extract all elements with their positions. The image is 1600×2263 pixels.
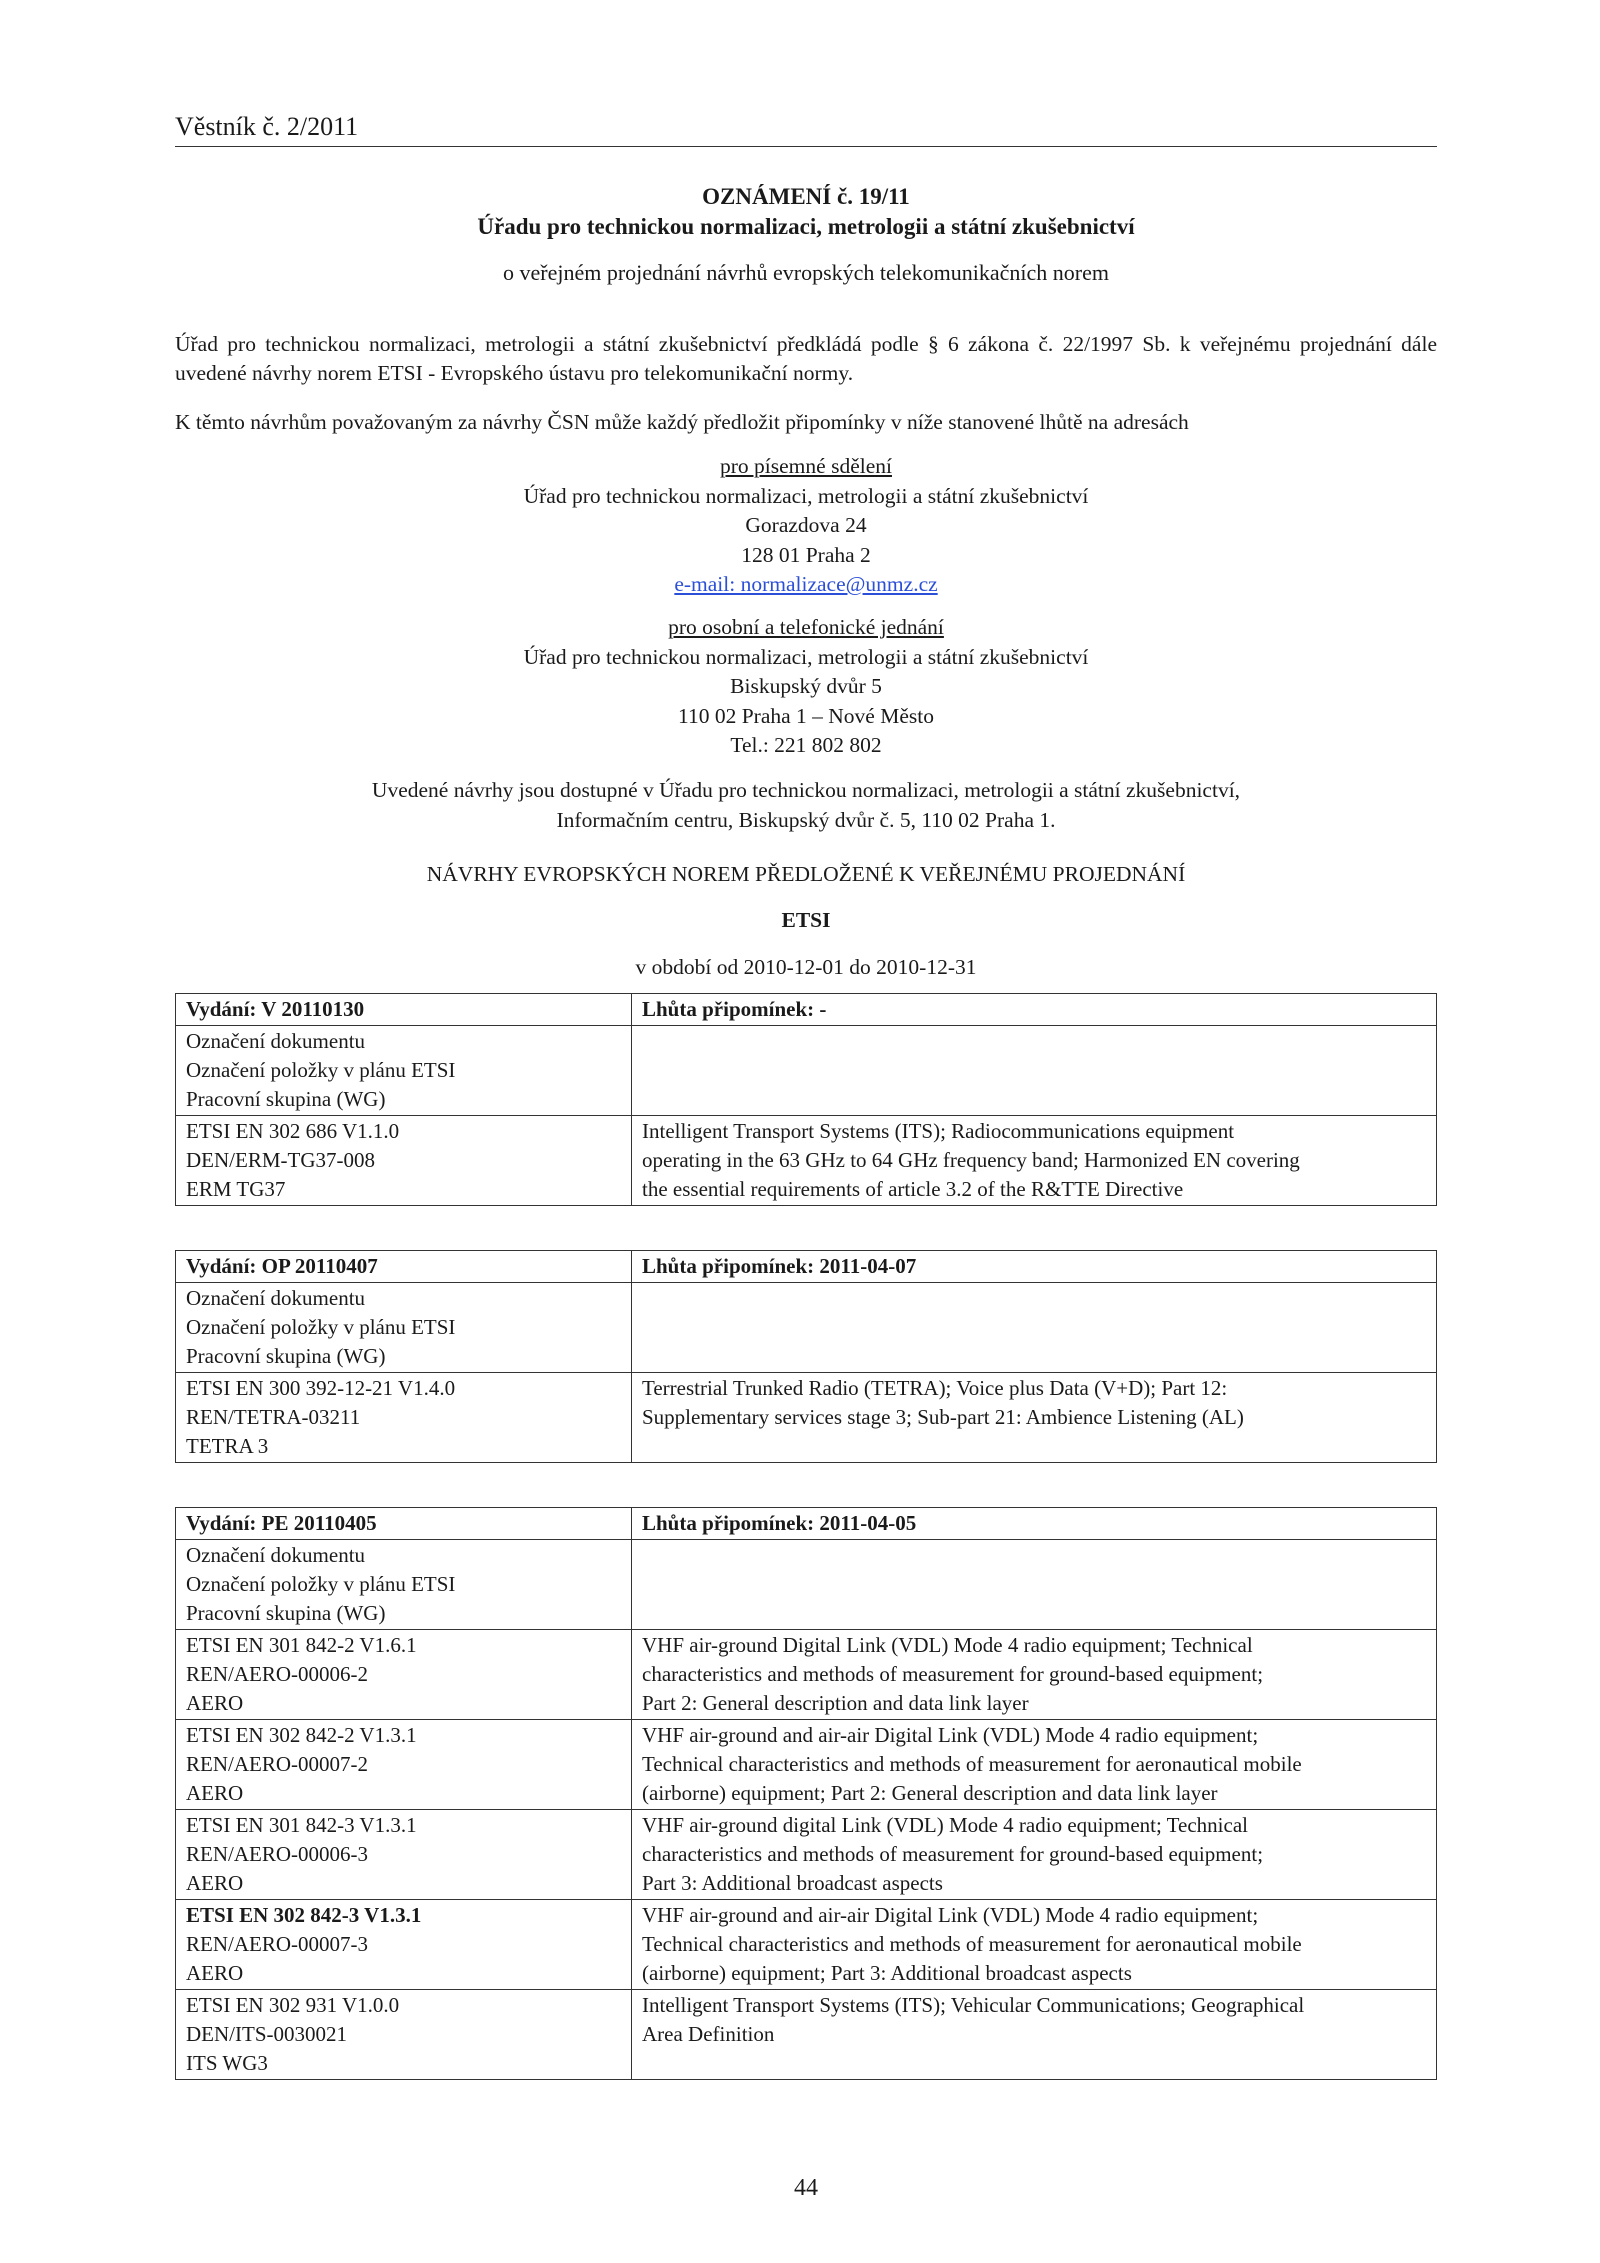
- issue-table: [175, 1507, 1437, 2080]
- label-row: [176, 1026, 1437, 1116]
- address-line: 128 01 Praha 2: [741, 542, 871, 567]
- address-written-heading: pro písemné sdělení: [720, 454, 892, 478]
- address-line: Úřad pro technickou normalizaci, metrologii a státní zkušebnictví: [523, 483, 1089, 508]
- description-line: the essential requirements of article 3.2 of the R&TTE Directive: [642, 1177, 1184, 1201]
- label-plan-item: Označení položky v plánu ETSI: [186, 1315, 456, 1339]
- address-line: Úřad pro technickou normalizaci, metrologii a státní zkušebnictví: [523, 644, 1089, 669]
- label-working-group: Pracovní skupina (WG): [186, 1087, 386, 1111]
- document-id: ETSI EN 300 392-12-21 V1.4.0: [186, 1376, 456, 1400]
- organization-heading: ETSI: [781, 908, 831, 932]
- deadline-label: Lhůta připomínek: 2011-04-05: [632, 1508, 1437, 1540]
- address-line: Gorazdova 24: [745, 513, 867, 537]
- address-written: [175, 452, 1437, 600]
- table-row: [176, 1990, 1437, 2080]
- table-row: [176, 1720, 1437, 1810]
- table-row: [176, 1900, 1437, 1990]
- issue-label: Vydání: V 20110130: [176, 994, 632, 1026]
- description-line: characteristics and methods of measurement for ground-based equipment;: [642, 1842, 1264, 1866]
- label-plan-item: Označení položky v plánu ETSI: [186, 1572, 456, 1596]
- description-line: (airborne) equipment; Part 2: General description and data link layer: [642, 1781, 1218, 1805]
- description-line: characteristics and methods of measurement for ground-based equipment;: [642, 1662, 1264, 1686]
- availability-note: [175, 776, 1437, 835]
- document-id: ETSI EN 301 842-2 V1.6.1: [186, 1633, 417, 1657]
- plan-item-id: REN/AERO-00007-3: [186, 1932, 368, 1956]
- address-line: 110 02 Praha 1 – Nové Město: [678, 703, 934, 728]
- issue-table: [175, 993, 1437, 1206]
- deadline-label: Lhůta připomínek: 2011-04-07: [632, 1251, 1437, 1283]
- announcement-subject: o veřejném projednání návrhů evropských telekomunikačních norem: [502, 260, 1110, 285]
- issue-label: Vydání: PE 20110405: [176, 1508, 632, 1540]
- issue-label: Vydání: OP 20110407: [176, 1251, 632, 1283]
- description-line: Intelligent Transport Systems (ITS); Radiocommunications equipment: [642, 1119, 1235, 1143]
- label-document: Označení dokumentu: [186, 1286, 366, 1310]
- description-line: VHF air-ground Digital Link (VDL) Mode 4 radio equipment; Technical: [642, 1633, 1253, 1657]
- label-working-group: Pracovní skupina (WG): [186, 1344, 386, 1368]
- table-row: [176, 1116, 1437, 1206]
- working-group: AERO: [186, 1871, 244, 1895]
- description-line: Supplementary services stage 3; Sub-part 21: Ambience Listening (AL): [642, 1405, 1244, 1429]
- description-line: Part 2: General description and data link layer: [642, 1691, 1029, 1715]
- phone-number: Tel.: 221 802 802: [730, 733, 882, 757]
- description-line: VHF air-ground and air-air Digital Link (VDL) Mode 4 radio equipment;: [642, 1903, 1259, 1927]
- description-line: operating in the 63 GHz to 64 GHz frequency band; Harmonized EN covering: [642, 1148, 1300, 1172]
- table-row: [176, 1373, 1437, 1463]
- document-id: ETSI EN 301 842-3 V1.3.1: [186, 1813, 417, 1837]
- deadline-label: Lhůta připomínek: -: [632, 994, 1437, 1026]
- comments-paragraph: K těmto návrhům považovaným za návrhy ČSN může každý předložit připomínky v níže stanovené lhůtě na adresách: [175, 410, 1189, 434]
- working-group: AERO: [186, 1691, 244, 1715]
- document-id: ETSI EN 302 842-2 V1.3.1: [186, 1723, 417, 1747]
- label-working-group: Pracovní skupina (WG): [186, 1601, 386, 1625]
- address-line: Biskupský dvůr 5: [730, 674, 882, 698]
- label-document: Označení dokumentu: [186, 1543, 366, 1567]
- plan-item-id: REN/AERO-00007-2: [186, 1752, 368, 1776]
- plan-item-id: REN/AERO-00006-3: [186, 1842, 368, 1866]
- label-row: [176, 1283, 1437, 1373]
- period: v období od 2010-12-01 do 2010-12-31: [635, 955, 977, 979]
- label-plan-item: Označení položky v plánu ETSI: [186, 1058, 456, 1082]
- plan-item-id: DEN/ERM-TG37-008: [186, 1148, 375, 1172]
- label-document: Označení dokumentu: [186, 1029, 366, 1053]
- plan-item-id: DEN/ITS-0030021: [186, 2022, 347, 2046]
- announcement-number: OZNÁMENÍ č. 19/11: [702, 184, 910, 209]
- document-id: ETSI EN 302 686 V1.1.0: [186, 1119, 400, 1143]
- issuing-office: Úřadu pro technickou normalizaci, metrologii a státní zkušebnictví: [477, 214, 1135, 239]
- availability-line: Uvedené návrhy jsou dostupné v Úřadu pro technickou normalizaci, metrologii a státní zkušebnictví,: [371, 778, 1241, 802]
- section-heading: NÁVRHY EVROPSKÝCH NOREM PŘEDLOŽENÉ K VEŘEJNÉMU PROJEDNÁNÍ: [426, 862, 1186, 886]
- description-line: VHF air-ground and air-air Digital Link (VDL) Mode 4 radio equipment;: [642, 1723, 1259, 1747]
- label-row: [176, 1540, 1437, 1630]
- description-line: Part 3: Additional broadcast aspects: [642, 1871, 943, 1895]
- availability-line: Informačním centru, Biskupský dvůr č. 5, 110 02 Praha 1.: [556, 807, 1056, 832]
- description-line: VHF air-ground digital Link (VDL) Mode 4 radio equipment; Technical: [642, 1813, 1248, 1837]
- description-line: Technical characteristics and methods of measurement for aeronautical mobile: [642, 1932, 1302, 1956]
- working-group: TETRA 3: [186, 1434, 269, 1458]
- table-row: [176, 1630, 1437, 1720]
- running-head: Věstník č. 2/2011: [175, 112, 1437, 147]
- description-line: Intelligent Transport Systems (ITS); Vehicular Communications; Geographical: [642, 1993, 1305, 2017]
- document-id: ETSI EN 302 842-3 V1.3.1: [186, 1903, 422, 1927]
- intro-paragraph: Úřad pro technickou normalizaci, metrologii a státní zkušebnictví předkládá podle § 6 zákona č. 22/1997 Sb. k veřejnému projednání dále uvedené návrhy norem ETSI - Evropského ústavu pro telekomunikační normy.: [175, 332, 1437, 385]
- description-line: Area Definition: [642, 2022, 775, 2046]
- title-block: [175, 182, 1437, 286]
- plan-item-id: REN/TETRA-03211: [186, 1405, 361, 1429]
- description-line: Technical characteristics and methods of measurement for aeronautical mobile: [642, 1752, 1302, 1776]
- document-id: ETSI EN 302 931 V1.0.0: [186, 1993, 400, 2017]
- description-line: (airborne) equipment; Part 3: Additional broadcast aspects: [642, 1961, 1132, 1985]
- address-personal-heading: pro osobní a telefonické jednání: [668, 615, 944, 639]
- working-group: ERM TG37: [186, 1177, 286, 1201]
- working-group: AERO: [186, 1961, 244, 1985]
- plan-item-id: REN/AERO-00006-2: [186, 1662, 368, 1686]
- working-group: AERO: [186, 1781, 244, 1805]
- working-group: ITS WG3: [186, 2051, 268, 2075]
- issue-table: [175, 1250, 1437, 1463]
- address-personal: [175, 613, 1437, 761]
- email-link[interactable]: e-mail: normalizace@unmz.cz: [674, 572, 938, 596]
- table-row: [176, 1810, 1437, 1900]
- page-number: 44: [794, 2175, 818, 2201]
- description-line: Terrestrial Trunked Radio (TETRA); Voice plus Data (V+D); Part 12:: [642, 1376, 1228, 1400]
